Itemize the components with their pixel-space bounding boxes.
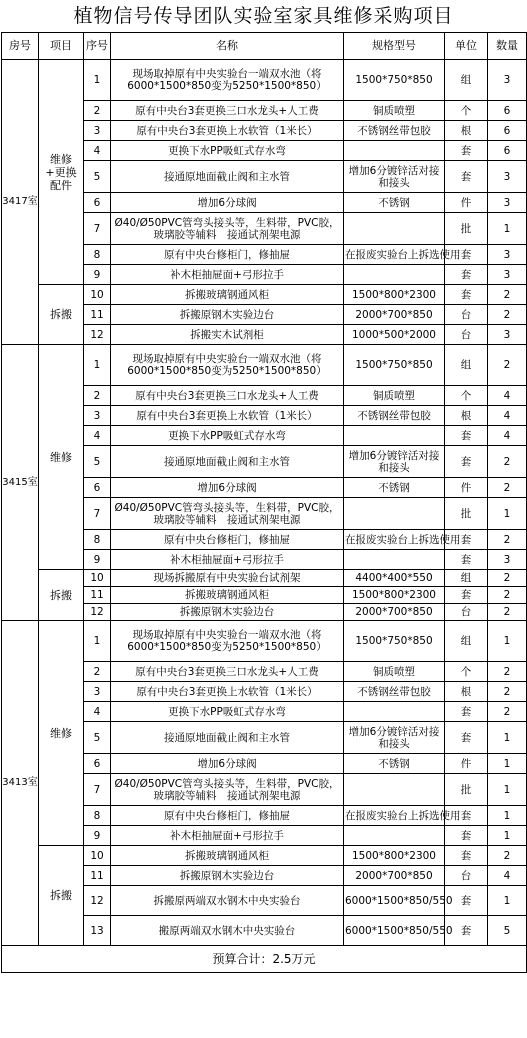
qty-cell: 1 [488,886,527,916]
unit-cell: 组 [445,60,488,101]
qty-cell: 1 [488,806,527,826]
spec-cell: 在报废实验台上拆选使用 [344,530,445,550]
table-row [2,570,527,587]
unit-cell: 套 [445,916,488,946]
project-group-cell: 拆搬 [39,846,84,946]
item-name-cell: 现场取掉原有中央实验台一端双水池（将6000*1500*850变为5250*1500*850） [111,621,344,662]
seq-cell: 6 [84,754,111,774]
seq-cell: 8 [84,245,111,265]
spec-cell: 2000*700*850 [344,866,445,886]
qty-cell: 2 [488,846,527,866]
spec-cell: 1500*800*2300 [344,587,445,604]
qty-cell: 2 [488,305,527,325]
unit-cell: 批 [445,213,488,245]
qty-cell: 2 [488,345,527,386]
spec-cell: 不锈钢 [344,478,445,498]
qty-cell: 2 [488,285,527,305]
qty-cell: 2 [488,662,527,682]
unit-cell: 套 [445,161,488,193]
item-name-cell: 增加6分球阀 [111,478,344,498]
qty-cell: 4 [488,866,527,886]
qty-cell: 3 [488,161,527,193]
qty-cell: 2 [488,570,527,587]
item-name-cell: 现场取掉原有中央实验台一端双水池（将6000*1500*850变为5250*1500*850） [111,345,344,386]
header-unit: 单位 [445,33,488,60]
project-group-cell: 拆搬 [39,285,84,345]
unit-cell: 套 [445,806,488,826]
item-name-cell: 原有中央台修柜门，修抽屉 [111,530,344,550]
qty-cell: 6 [488,141,527,161]
seq-cell: 10 [84,285,111,305]
seq-cell: 11 [84,305,111,325]
unit-cell: 套 [445,530,488,550]
item-name-cell: 拆搬玻璃钢通风柜 [111,587,344,604]
spec-cell: 1500*750*850 [344,345,445,386]
item-name-cell: 接通原地面截止阀和主水管 [111,446,344,478]
project-group-cell: 维修 [39,621,84,846]
item-name-cell: 补木柜抽屉面+弓形拉手 [111,550,344,570]
unit-cell: 台 [445,305,488,325]
qty-cell: 2 [488,702,527,722]
item-name-cell: Ø40/Ø50PVC管弯头接头等，生料带，PVC胶，玻璃胶等辅料 接通试剂架电源 [111,774,344,806]
spec-cell: 6000*1500*850/550 [344,916,445,946]
qty-cell: 3 [488,265,527,285]
spec-cell [344,426,445,446]
unit-cell: 套 [445,245,488,265]
project-group-cell: 拆搬 [39,570,84,621]
item-name-cell: 更换下水PP吸虹式存水弯 [111,141,344,161]
item-name-cell: 接通原地面截止阀和主水管 [111,161,344,193]
item-name-cell: 更换下水PP吸虹式存水弯 [111,702,344,722]
item-name-cell: 原有中央台3套更换上水软管（1米长） [111,682,344,702]
seq-cell: 1 [84,621,111,662]
spec-cell [344,550,445,570]
qty-cell: 2 [488,604,527,621]
seq-cell: 9 [84,265,111,285]
unit-cell: 件 [445,754,488,774]
spec-cell [344,213,445,245]
unit-cell: 批 [445,498,488,530]
header-room: 房号 [2,33,39,60]
qty-cell: 2 [488,478,527,498]
project-group-cell: 维修+更换配件 [39,60,84,285]
item-name-cell: 原有中央台3套更换三口水龙头+人工费 [111,662,344,682]
seq-cell: 8 [84,806,111,826]
procurement-table [1,32,527,973]
unit-cell: 根 [445,121,488,141]
room-cell: 3417室 [2,60,39,345]
seq-cell: 4 [84,702,111,722]
seq-cell: 7 [84,498,111,530]
qty-cell: 1 [488,774,527,806]
item-name-cell: 拆搬玻璃钢通风柜 [111,846,344,866]
spec-cell: 铜质喷塑 [344,101,445,121]
unit-cell: 套 [445,587,488,604]
budget-total: 预算合计：2.5万元 [2,946,527,973]
spec-cell: 1500*750*850 [344,621,445,662]
unit-cell: 个 [445,101,488,121]
spec-cell: 不锈钢丝带包胶 [344,406,445,426]
qty-cell: 1 [488,754,527,774]
qty-cell: 4 [488,386,527,406]
spec-cell: 在报废实验台上拆选使用 [344,245,445,265]
qty-cell: 3 [488,60,527,101]
unit-cell: 根 [445,406,488,426]
qty-cell: 2 [488,530,527,550]
unit-cell: 套 [445,285,488,305]
spec-cell: 1500*800*2300 [344,846,445,866]
seq-cell: 1 [84,345,111,386]
seq-cell: 3 [84,682,111,702]
item-name-cell: 拆搬原钢木实验边台 [111,305,344,325]
table-row [2,285,527,305]
unit-cell: 套 [445,722,488,754]
item-name-cell: 接通原地面截止阀和主水管 [111,722,344,754]
unit-cell: 组 [445,621,488,662]
spec-cell [344,498,445,530]
unit-cell: 台 [445,604,488,621]
header-qty: 数量 [488,33,527,60]
table-row [2,345,527,386]
spec-cell: 增加6分镀锌活对接和接头 [344,161,445,193]
qty-cell: 3 [488,550,527,570]
spec-cell: 不锈钢 [344,754,445,774]
unit-cell: 批 [445,774,488,806]
seq-cell: 2 [84,386,111,406]
unit-cell: 件 [445,478,488,498]
seq-cell: 9 [84,826,111,846]
spec-cell: 6000*1500*850/550 [344,886,445,916]
header-seq: 序号 [84,33,111,60]
item-name-cell: 原有中央台修柜门，修抽屉 [111,245,344,265]
seq-cell: 12 [84,325,111,345]
qty-cell: 4 [488,426,527,446]
spec-cell: 铜质喷塑 [344,386,445,406]
seq-cell: 6 [84,193,111,213]
spec-cell [344,265,445,285]
spec-cell: 不锈钢丝带包胶 [344,121,445,141]
item-name-cell: 拆搬原钢木实验边台 [111,866,344,886]
document-title: 植物信号传导团队实验室家具维修采购项目 [73,5,454,27]
table-row [2,60,527,101]
seq-cell: 11 [84,587,111,604]
seq-cell: 3 [84,121,111,141]
header-row [2,33,527,60]
unit-cell: 套 [445,826,488,846]
seq-cell: 10 [84,846,111,866]
table-row [2,621,527,662]
spec-cell: 不锈钢丝带包胶 [344,682,445,702]
unit-cell: 套 [445,141,488,161]
qty-cell: 1 [488,213,527,245]
qty-cell: 6 [488,101,527,121]
unit-cell: 套 [445,846,488,866]
qty-cell: 1 [488,498,527,530]
seq-cell: 5 [84,161,111,193]
seq-cell: 10 [84,570,111,587]
qty-cell: 6 [488,121,527,141]
item-name-cell: 拆搬原钢木实验边台 [111,604,344,621]
qty-cell: 3 [488,325,527,345]
project-group-cell: 维修 [39,345,84,570]
qty-cell: 3 [488,245,527,265]
seq-cell: 7 [84,213,111,245]
seq-cell: 12 [84,604,111,621]
spec-cell [344,141,445,161]
seq-cell: 3 [84,406,111,426]
unit-cell: 台 [445,325,488,345]
seq-cell: 12 [84,886,111,916]
qty-cell: 3 [488,193,527,213]
item-name-cell: 补木柜抽屉面+弓形拉手 [111,265,344,285]
item-name-cell: 原有中央台3套更换上水软管（1米长） [111,121,344,141]
seq-cell: 5 [84,722,111,754]
unit-cell: 根 [445,682,488,702]
item-name-cell: 原有中央台3套更换三口水龙头+人工费 [111,101,344,121]
room-cell: 3415室 [2,345,39,621]
spec-cell [344,826,445,846]
spec-cell: 1500*800*2300 [344,285,445,305]
unit-cell: 个 [445,386,488,406]
header-name: 名称 [111,33,344,60]
spec-cell: 1500*750*850 [344,60,445,101]
spec-cell: 在报废实验台上拆选使用 [344,806,445,826]
spec-cell: 1000*500*2000 [344,325,445,345]
qty-cell: 2 [488,446,527,478]
spec-cell: 铜质喷塑 [344,662,445,682]
spec-cell [344,774,445,806]
qty-cell: 1 [488,621,527,662]
seq-cell: 2 [84,662,111,682]
seq-cell: 7 [84,774,111,806]
qty-cell: 5 [488,916,527,946]
qty-cell: 4 [488,406,527,426]
spec-cell [344,702,445,722]
seq-cell: 11 [84,866,111,886]
unit-cell: 套 [445,426,488,446]
item-name-cell: 搬原两端双水钢木中央实验台 [111,916,344,946]
unit-cell: 套 [445,702,488,722]
spec-cell: 2000*700*850 [344,604,445,621]
item-name-cell: 现场拆搬原有中央实验台试剂架 [111,570,344,587]
spec-cell: 增加6分镀锌活对接和接头 [344,722,445,754]
seq-cell: 6 [84,478,111,498]
unit-cell: 套 [445,886,488,916]
unit-cell: 个 [445,662,488,682]
seq-cell: 8 [84,530,111,550]
unit-cell: 组 [445,345,488,386]
item-name-cell: 原有中央台3套更换三口水龙头+人工费 [111,386,344,406]
item-name-cell: Ø40/Ø50PVC管弯头接头等，生料带，PVC胶，玻璃胶等辅料 接通试剂架电源 [111,498,344,530]
seq-cell: 1 [84,60,111,101]
unit-cell: 件 [445,193,488,213]
seq-cell: 2 [84,101,111,121]
header-project: 项目 [39,33,84,60]
room-cell: 3413室 [2,621,39,946]
budget-row [2,946,527,973]
table-row [2,846,527,866]
qty-cell: 2 [488,682,527,702]
seq-cell: 13 [84,916,111,946]
item-name-cell: 原有中央台修柜门，修抽屉 [111,806,344,826]
item-name-cell: 补木柜抽屉面+弓形拉手 [111,826,344,846]
seq-cell: 5 [84,446,111,478]
item-name-cell: 原有中央台3套更换上水软管（1米长） [111,406,344,426]
unit-cell: 套 [445,446,488,478]
qty-cell: 2 [488,587,527,604]
item-name-cell: 现场取掉原有中央实验台一端双水池（将6000*1500*850变为5250*1500*850） [111,60,344,101]
spec-cell: 2000*700*850 [344,305,445,325]
item-name-cell: 拆搬原两端双水钢木中央实验台 [111,886,344,916]
unit-cell: 组 [445,570,488,587]
qty-cell: 1 [488,826,527,846]
seq-cell: 4 [84,426,111,446]
spec-cell: 增加6分镀锌活对接和接头 [344,446,445,478]
item-name-cell: 更换下水PP吸虹式存水弯 [111,426,344,446]
item-name-cell: 拆搬实木试剂柜 [111,325,344,345]
unit-cell: 套 [445,265,488,285]
table-body [2,60,527,946]
item-name-cell: 增加6分球阀 [111,193,344,213]
item-name-cell: 拆搬玻璃钢通风柜 [111,285,344,305]
spec-cell: 不锈钢 [344,193,445,213]
unit-cell: 套 [445,550,488,570]
qty-cell: 1 [488,722,527,754]
unit-cell: 台 [445,866,488,886]
seq-cell: 4 [84,141,111,161]
item-name-cell: 增加6分球阀 [111,754,344,774]
header-spec: 规格型号 [344,33,445,60]
item-name-cell: Ø40/Ø50PVC管弯头接头等，生料带，PVC胶，玻璃胶等辅料 接通试剂架电源 [111,213,344,245]
spec-cell: 4400*400*550 [344,570,445,587]
seq-cell: 9 [84,550,111,570]
